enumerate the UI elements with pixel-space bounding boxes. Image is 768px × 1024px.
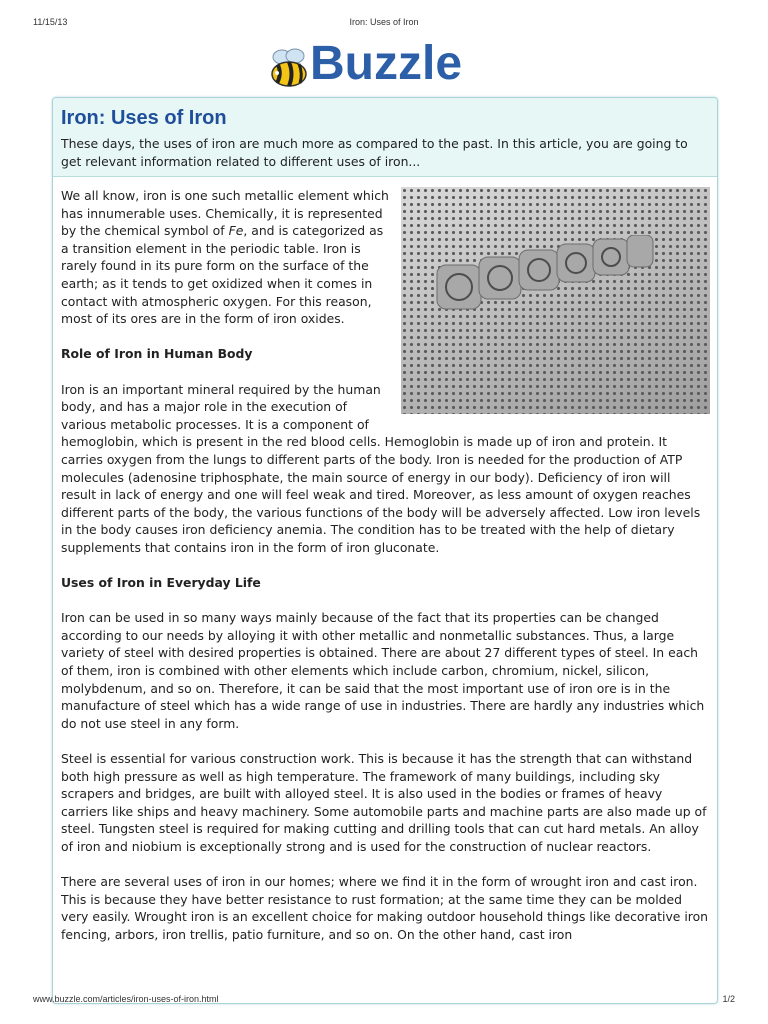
print-header [0, 17, 768, 31]
section-heading-human-body: Role of Iron in Human Body [61, 346, 253, 362]
article-header [53, 98, 717, 177]
buzzle-logo[interactable] [266, 37, 506, 92]
article-summary: These days, the uses of iron are much more as compared to the past. In this article, you are going to get relevant information related to different uses of iron... [61, 136, 688, 169]
article-body [53, 177, 717, 944]
article-card [52, 97, 718, 1004]
article-title: Iron: Uses of Iron [61, 107, 227, 129]
iron-symbol: Fe [228, 223, 244, 239]
logo-wordmark: Buzzle [310, 37, 463, 90]
print-url[interactable]: www.buzzle.com/articles/iron-uses-of-iron.html [33, 994, 219, 1004]
everyday-paragraph-3: There are several uses of iron in our homes; where we find it in the form of wrought iron and cast iron. This is because they have better resistance to rust formation; at the same time they can be molded very easily. Wrought iron is an excellent choice for making outdoor household things like decorative iron fencing, arbors, iron trellis, patio furniture, and so on. On the other hand, cast iron [61, 874, 709, 942]
page-number: 1/2 [722, 994, 735, 1004]
bee-icon [268, 48, 312, 88]
intro-paragraph: We all know, iron is one such metallic element which has innumerable uses. Chemically, it is represented by the chemical symbol of Fe, and is categorized as a transition element in the periodic table. Iron is rarely found in its pure form on the surface of the earth; as it tends to get oxidized when it comes in contact with atmospheric oxygen. For this reason, most of its ores are in the form of iron oxides. [61, 188, 389, 327]
everyday-paragraph-1: Iron can be used in so many ways mainly because of the fact that its properties can be changed according to our needs by alloying it with other metallic and nonmetallic substances. Thus, a large variety of steel with desired properties is obtained. There are about 27 different types of steel. In each of them, iron is combined with other elements which include carbon, chromium, nickel, silicon, molybdenum, and so on. Therefore, it can be said that the most important use of iron ore is in the manufacture of steel which has a wide range of use in industries. There are hardly any industries which do not use steel in any form. [61, 610, 705, 731]
print-title: Iron: Uses of Iron [349, 17, 419, 27]
print-date: 11/15/13 [33, 17, 68, 27]
everyday-paragraph-2: Steel is essential for various construction work. This is because it has the strength that can withstand both high pressure as well as high temperature. The framework of many buildings, including sky scrapers and bridges, are built with alloyed steel. It is also used in the bodies or frames of heavy carriers like ships and heavy machinery. Some automobile parts and machine parts are also made up of steel. Tungsten steel is required for making cutting and drilling tools that can cut hard metals. An alloy of iron and niobium is exceptionally strong and is used for the construction of nuclear reactors. [61, 751, 707, 854]
human-body-paragraph: Iron is an important mineral required by the human body, and has a major role in the execution of various metabolic processes. It is a component of hemoglobin, which is present in the red blood cells. Hemoglobin is made up of iron and protein. It carries oxygen from the lungs to different parts of the body. Iron is needed for the production of ATP molecules (adenosine triphosphate, the main source of energy in our body). Deficiency of iron will result in lack of energy and one will feel weak and tired. Moreover, as less amount of oxygen reaches different parts of the body, the various functions of the body will be adversely affected. Low iron levels in the body causes iron deficiency anemia. The condition has to be treated with the help of dietary supplements that contains iron in the form of iron gluconate. [61, 381, 701, 555]
dice-icon [435, 235, 655, 315]
currency-dice-photo [401, 187, 710, 414]
section-heading-everyday-life: Uses of Iron in Everyday Life [61, 575, 261, 591]
